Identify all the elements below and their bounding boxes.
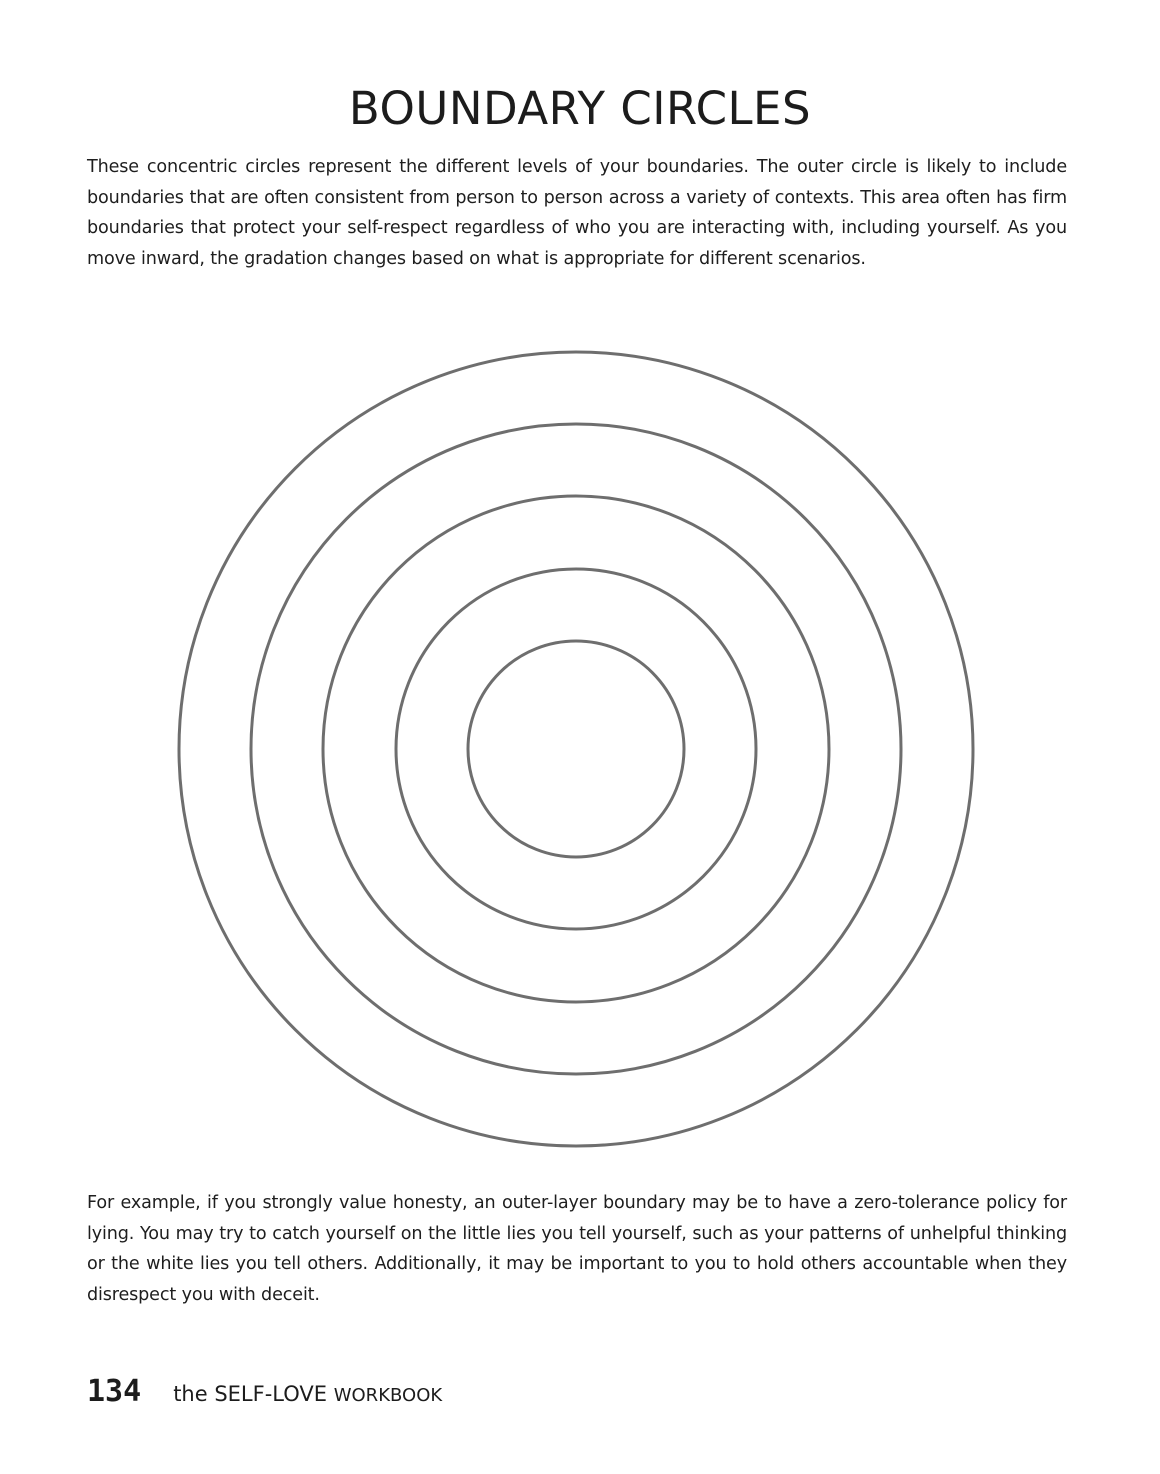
page-number: 134 [87, 1374, 142, 1409]
book-title-suffix: WORKBOOK [333, 1385, 443, 1406]
boundary-circle-inner [468, 641, 684, 857]
boundary-circle-outer [179, 352, 973, 1146]
boundary-circle-second [251, 424, 901, 1074]
page-title: BOUNDARY CIRCLES [348, 82, 812, 135]
boundary-circle-third [323, 496, 829, 1002]
page-footer [87, 1374, 442, 1414]
boundary-circles-diagram [170, 342, 982, 1154]
boundary-circle-fourth [396, 569, 756, 929]
intro-paragraph: These concentric circles represent the different levels of your boundaries. The outer circle is likely to include boundaries that are often consistent from person to person across a variety of contexts. This area often has firm boundaries that protect your self-respect regardless of who you are interacting with, including yourself. As you move inward, the gradation changes based on what is appropriate for different scenarios. [87, 157, 1067, 270]
example-paragraph: For example, if you strongly value honesty, an outer-layer boundary may be to have a zero-tolerance policy for lying. You may try to catch yourself on the little lies you tell yourself, such as your patterns of unhelpful thinking or the white lies you tell others. Additionally, it may be important to you to hold others accountable when they disrespect you with deceit. [87, 1193, 1067, 1306]
book-title-prefix: the SELF-LOVE [173, 1382, 328, 1406]
book-title [173, 1382, 442, 1406]
